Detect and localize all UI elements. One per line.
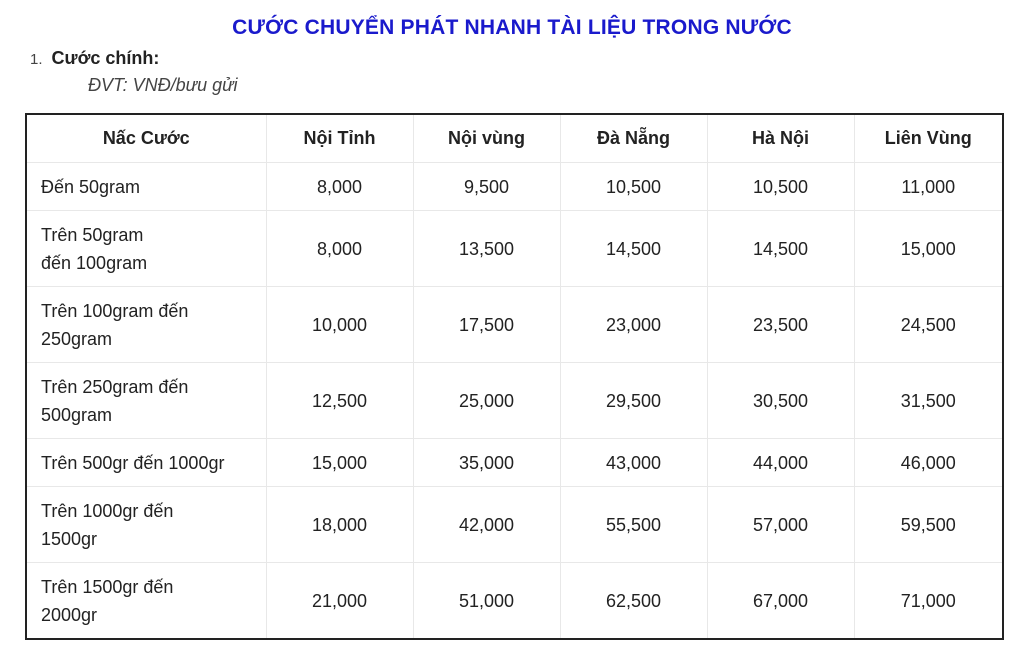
price-cell: 43,000 <box>560 439 707 487</box>
tier-cell <box>26 439 266 487</box>
unit-note: ĐVT: VNĐ/bưu gửi <box>88 75 238 95</box>
price-cell: 10,500 <box>707 163 854 211</box>
rate-table <box>25 113 1004 640</box>
price-cell: 44,000 <box>707 439 854 487</box>
tier-line: Trên 250gram đến <box>41 376 189 397</box>
section-label: Cước chính: <box>51 48 160 68</box>
tier-line: Trên 1000gr đến <box>41 500 174 521</box>
price-cell: 51,000 <box>413 563 560 640</box>
price-cell: 10,500 <box>560 163 707 211</box>
price-cell: 62,500 <box>560 563 707 640</box>
page-title: CƯỚC CHUYỂN PHÁT NHANH TÀI LIỆU TRONG NƯỚC <box>232 16 792 39</box>
price-cell: 35,000 <box>413 439 560 487</box>
price-cell: 46,000 <box>854 439 1003 487</box>
price-cell: 14,500 <box>560 211 707 287</box>
column-header-noi-vung: Nội vùng <box>413 114 560 163</box>
price-cell: 13,500 <box>413 211 560 287</box>
tier-line: Trên 1500gr đến <box>41 576 174 597</box>
column-header-ha-noi: Hà Nội <box>707 114 854 163</box>
table-header-row <box>26 114 1003 163</box>
price-cell: 10,000 <box>266 287 413 363</box>
tier-line: 1500gr <box>41 528 98 549</box>
price-cell: 14,500 <box>707 211 854 287</box>
price-cell: 15,000 <box>266 439 413 487</box>
price-cell: 30,500 <box>707 363 854 439</box>
tier-line: Trên 50gram <box>41 224 144 245</box>
table-row <box>26 563 1003 640</box>
tier-line: đến 100gram <box>41 252 148 273</box>
price-cell: 23,500 <box>707 287 854 363</box>
column-header-tier: Nấc Cước <box>102 128 190 148</box>
price-cell: 59,500 <box>854 487 1003 563</box>
price-cell: 11,000 <box>854 163 1003 211</box>
price-cell: 12,500 <box>266 363 413 439</box>
column-header-lien-vung: Liên Vùng <box>854 114 1003 163</box>
price-cell: 18,000 <box>266 487 413 563</box>
price-cell: 67,000 <box>707 563 854 640</box>
tier-line: Trên 100gram đến <box>41 300 189 321</box>
tier-cell <box>26 287 266 363</box>
tier-cell <box>26 363 266 439</box>
price-cell: 25,000 <box>413 363 560 439</box>
table-row <box>26 211 1003 287</box>
price-cell: 29,500 <box>560 363 707 439</box>
tier-line: Đến 50gram <box>41 176 141 197</box>
price-cell: 57,000 <box>707 487 854 563</box>
tier-cell <box>26 163 266 211</box>
price-cell: 17,500 <box>413 287 560 363</box>
price-cell: 8,000 <box>266 163 413 211</box>
price-cell: 55,500 <box>560 487 707 563</box>
price-cell: 24,500 <box>854 287 1003 363</box>
tier-cell <box>26 563 266 640</box>
tier-line: 2000gr <box>41 604 98 625</box>
price-cell: 31,500 <box>854 363 1003 439</box>
table-row <box>26 163 1003 211</box>
tier-line: 500gram <box>41 404 113 425</box>
price-cell: 71,000 <box>854 563 1003 640</box>
tier-cell <box>26 211 266 287</box>
table-row <box>26 439 1003 487</box>
table-row <box>26 287 1003 363</box>
price-cell: 21,000 <box>266 563 413 640</box>
tier-line: 250gram <box>41 328 113 349</box>
price-cell: 8,000 <box>266 211 413 287</box>
tier-cell <box>26 487 266 563</box>
table-row <box>26 363 1003 439</box>
section-heading <box>30 48 159 69</box>
price-cell: 42,000 <box>413 487 560 563</box>
tier-line: Trên 500gr đến 1000gr <box>41 452 225 473</box>
price-cell: 9,500 <box>413 163 560 211</box>
section-number: 1. <box>30 51 43 68</box>
table-row <box>26 487 1003 563</box>
price-cell: 23,000 <box>560 287 707 363</box>
column-header-noi-tinh: Nội Tỉnh <box>266 114 413 163</box>
column-header-da-nang: Đà Nẵng <box>560 114 707 163</box>
price-cell: 15,000 <box>854 211 1003 287</box>
